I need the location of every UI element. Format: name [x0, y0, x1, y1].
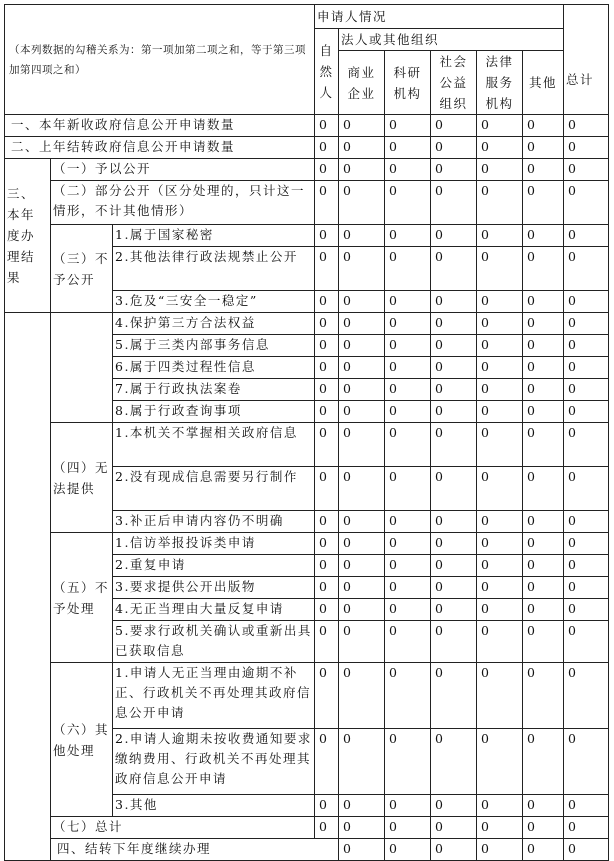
value-cell: 0 — [339, 467, 385, 511]
value-cell: 0 — [431, 291, 477, 313]
value-cell: 0 — [339, 379, 385, 401]
value-cell: 0 — [339, 663, 385, 729]
value-cell: 0 — [315, 423, 339, 467]
value-cell: 0 — [339, 729, 385, 795]
value-cell: 0 — [523, 423, 564, 467]
table-row — [5, 115, 609, 137]
value-cell: 0 — [477, 663, 523, 729]
value-cell: 0 — [523, 729, 564, 795]
value-cell: 0 — [477, 247, 523, 291]
value-cell: 0 — [564, 357, 609, 379]
item-label: 4.保护第三方合法权益 — [113, 313, 315, 335]
value-cell: 0 — [339, 247, 385, 291]
value-cell: 0 — [431, 357, 477, 379]
value-cell: 0 — [339, 181, 385, 225]
value-cell: 0 — [315, 291, 339, 313]
value-cell: 0 — [564, 423, 609, 467]
item-label: 1.本机关不掌握相关政府信息 — [113, 423, 315, 467]
value-cell: 0 — [315, 225, 339, 247]
group-three-blank — [51, 313, 113, 423]
item-label: 1.属于国家秘密 — [113, 225, 315, 247]
value-cell: 0 — [564, 467, 609, 511]
value-cell: 0 — [315, 663, 339, 729]
value-cell: 0 — [477, 313, 523, 335]
group-not-processed: （五）不予处理 — [51, 533, 113, 663]
value-cell: 0 — [339, 577, 385, 599]
table-row — [5, 181, 609, 225]
value-cell: 0 — [564, 225, 609, 247]
item-label: 3.其他 — [113, 795, 315, 817]
value-cell: 0 — [523, 335, 564, 357]
value-cell: 0 — [385, 511, 431, 533]
value-cell: 0 — [431, 137, 477, 159]
value-cell: 0 — [477, 621, 523, 663]
value-cell: 0 — [564, 115, 609, 137]
group-cannot-provide: （四）无法提供 — [51, 423, 113, 533]
value-cell: 0 — [523, 663, 564, 729]
value-cell: 0 — [564, 379, 609, 401]
value-cell: 0 — [431, 115, 477, 137]
value-cell: 0 — [431, 795, 477, 817]
value-cell: 0 — [315, 467, 339, 511]
value-cell: 0 — [477, 533, 523, 555]
value-cell: 0 — [477, 401, 523, 423]
value-cell: 0 — [564, 577, 609, 599]
table-row — [5, 159, 609, 181]
item-label: 6.属于四类过程性信息 — [113, 357, 315, 379]
value-cell: 0 — [339, 555, 385, 577]
value-cell: 0 — [477, 181, 523, 225]
value-cell: 0 — [477, 467, 523, 511]
value-cell: 0 — [339, 137, 385, 159]
value-cell: 0 — [315, 599, 339, 621]
value-cell: 0 — [564, 795, 609, 817]
value-cell: 0 — [523, 533, 564, 555]
value-cell: 0 — [523, 555, 564, 577]
item-label: 3.要求提供公开出版物 — [113, 577, 315, 599]
value-cell: 0 — [477, 555, 523, 577]
value-cell: 0 — [385, 663, 431, 729]
value-cell: 0 — [385, 137, 431, 159]
value-cell: 0 — [385, 181, 431, 225]
value-cell: 0 — [431, 247, 477, 291]
value-cell: 0 — [523, 247, 564, 291]
item-label: 5.要求行政机关确认或重新出具已获取信息 — [113, 621, 315, 663]
value-cell: 0 — [431, 467, 477, 511]
value-cell: 0 — [477, 357, 523, 379]
value-cell: 0 — [564, 137, 609, 159]
item-label: 1.申请人无正当理由逾期不补正、行政机关不再处理其政府信息公开申请 — [113, 663, 315, 729]
header-social-welfare: 社会公益组织 — [431, 51, 477, 115]
value-cell: 0 — [315, 555, 339, 577]
value-cell: 0 — [339, 335, 385, 357]
value-cell: 0 — [477, 839, 523, 861]
gov-info-disclosure-table — [4, 4, 609, 861]
group-disclosed: （一）予以公开 — [51, 159, 315, 181]
row-label-carry-forward: 四、结转下年度继续办理 — [51, 839, 339, 861]
value-cell: 0 — [385, 577, 431, 599]
value-cell: 0 — [431, 839, 477, 861]
value-cell: 0 — [385, 401, 431, 423]
value-cell: 0 — [431, 621, 477, 663]
value-cell: 0 — [523, 357, 564, 379]
value-cell: 0 — [385, 159, 431, 181]
value-cell: 0 — [564, 555, 609, 577]
value-cell: 0 — [523, 291, 564, 313]
value-cell: 0 — [523, 795, 564, 817]
header-natural-person: 自然人 — [315, 29, 339, 115]
group-not-disclosed: （三）不予公开 — [51, 225, 113, 313]
item-label: 3.补正后申请内容仍不明确 — [113, 511, 315, 533]
value-cell: 0 — [564, 511, 609, 533]
header-commercial: 商业企业 — [339, 51, 385, 115]
value-cell: 0 — [523, 599, 564, 621]
value-cell: 0 — [339, 357, 385, 379]
value-cell: 0 — [385, 313, 431, 335]
value-cell: 0 — [431, 599, 477, 621]
table-row — [5, 137, 609, 159]
value-cell: 0 — [339, 795, 385, 817]
value-cell: 0 — [523, 511, 564, 533]
value-cell: 0 — [564, 533, 609, 555]
value-cell: 0 — [315, 357, 339, 379]
value-cell: 0 — [339, 313, 385, 335]
value-cell: 0 — [523, 159, 564, 181]
value-cell: 0 — [315, 621, 339, 663]
value-cell: 0 — [564, 159, 609, 181]
value-cell: 0 — [477, 577, 523, 599]
value-cell: 0 — [564, 839, 609, 861]
value-cell: 0 — [564, 181, 609, 225]
table-row — [5, 423, 609, 467]
value-cell: 0 — [385, 225, 431, 247]
value-cell: 0 — [477, 159, 523, 181]
item-label: 2.申请人逾期未按收费通知要求缴纳费用、行政机关不再处理其政府信息公开申请 — [113, 729, 315, 795]
value-cell: 0 — [523, 839, 564, 861]
value-cell: 0 — [315, 817, 339, 839]
value-cell: 0 — [523, 621, 564, 663]
table-row — [5, 313, 609, 335]
value-cell: 0 — [315, 181, 339, 225]
value-cell: 0 — [564, 401, 609, 423]
value-cell: 0 — [477, 729, 523, 795]
value-cell: 0 — [431, 533, 477, 555]
value-cell: 0 — [431, 379, 477, 401]
value-cell: 0 — [564, 817, 609, 839]
value-cell: 0 — [385, 555, 431, 577]
value-cell: 0 — [431, 313, 477, 335]
value-cell: 0 — [315, 335, 339, 357]
value-cell: 0 — [385, 357, 431, 379]
value-cell: 0 — [385, 839, 431, 861]
value-cell: 0 — [564, 621, 609, 663]
value-cell: 0 — [564, 313, 609, 335]
value-cell: 0 — [385, 795, 431, 817]
value-cell: 0 — [523, 379, 564, 401]
value-cell: 0 — [523, 577, 564, 599]
value-cell: 0 — [315, 137, 339, 159]
item-label: 2.其他法律行政法规禁止公开 — [113, 247, 315, 291]
value-cell: 0 — [477, 511, 523, 533]
value-cell: 0 — [431, 159, 477, 181]
value-cell: 0 — [315, 577, 339, 599]
value-cell: 0 — [431, 401, 477, 423]
value-cell: 0 — [385, 729, 431, 795]
value-cell: 0 — [385, 533, 431, 555]
group-total: （七）总计 — [51, 817, 315, 839]
value-cell: 0 — [385, 379, 431, 401]
item-label: 2.重复申请 — [113, 555, 315, 577]
value-cell: 0 — [315, 115, 339, 137]
value-cell: 0 — [315, 247, 339, 291]
value-cell: 0 — [339, 839, 385, 861]
value-cell: 0 — [385, 291, 431, 313]
value-cell: 0 — [477, 137, 523, 159]
value-cell: 0 — [315, 159, 339, 181]
value-cell: 0 — [339, 511, 385, 533]
header-total: 总计 — [564, 5, 609, 115]
value-cell: 0 — [339, 291, 385, 313]
value-cell: 0 — [477, 115, 523, 137]
value-cell: 0 — [477, 817, 523, 839]
value-cell: 0 — [523, 401, 564, 423]
item-label: 7.属于行政执法案卷 — [113, 379, 315, 401]
value-cell: 0 — [431, 663, 477, 729]
value-cell: 0 — [339, 599, 385, 621]
value-cell: 0 — [339, 401, 385, 423]
value-cell: 0 — [385, 115, 431, 137]
group-partial: （二）部分公开（区分处理的，只计这一情形，不计其他情形） — [51, 181, 315, 225]
item-label: 4.无正当理由大量反复申请 — [113, 599, 315, 621]
table-row — [5, 533, 609, 555]
header-legal-service: 法律服务机构 — [477, 51, 523, 115]
value-cell: 0 — [339, 159, 385, 181]
value-cell: 0 — [385, 817, 431, 839]
value-cell: 0 — [385, 423, 431, 467]
value-cell: 0 — [477, 599, 523, 621]
value-cell: 0 — [339, 621, 385, 663]
value-cell: 0 — [339, 225, 385, 247]
value-cell: 0 — [339, 115, 385, 137]
value-cell: 0 — [385, 599, 431, 621]
value-cell: 0 — [477, 335, 523, 357]
value-cell: 0 — [477, 225, 523, 247]
table-row — [5, 817, 609, 839]
value-cell: 0 — [477, 795, 523, 817]
value-cell: 0 — [523, 137, 564, 159]
section-three-label: 三、本年度办理结果 — [5, 159, 51, 313]
group-other-handling: （六）其他处理 — [51, 663, 113, 817]
value-cell: 0 — [385, 335, 431, 357]
item-label: 2.没有现成信息需要另行制作 — [113, 467, 315, 511]
value-cell: 0 — [477, 291, 523, 313]
value-cell: 0 — [564, 663, 609, 729]
value-cell: 0 — [339, 817, 385, 839]
value-cell: 0 — [564, 335, 609, 357]
header-applicant: 申请人情况 — [315, 5, 564, 29]
value-cell: 0 — [315, 533, 339, 555]
value-cell: 0 — [431, 511, 477, 533]
value-cell: 0 — [315, 379, 339, 401]
value-cell: 0 — [431, 817, 477, 839]
value-cell: 0 — [315, 313, 339, 335]
item-label: 1.信访举报投诉类申请 — [113, 533, 315, 555]
value-cell: 0 — [385, 467, 431, 511]
value-cell: 0 — [564, 729, 609, 795]
value-cell: 0 — [431, 729, 477, 795]
value-cell: 0 — [385, 247, 431, 291]
value-cell: 0 — [523, 181, 564, 225]
value-cell: 0 — [315, 795, 339, 817]
row-label-carried-over: 二、上年结转政府信息公开申请数量 — [5, 137, 315, 159]
value-cell: 0 — [315, 401, 339, 423]
item-label: 8.属于行政查询事项 — [113, 401, 315, 423]
value-cell: 0 — [431, 555, 477, 577]
value-cell: 0 — [431, 225, 477, 247]
value-cell: 0 — [339, 423, 385, 467]
value-cell: 0 — [477, 423, 523, 467]
header-research: 科研机构 — [385, 51, 431, 115]
value-cell: 0 — [523, 313, 564, 335]
value-cell: 0 — [523, 467, 564, 511]
table-body — [5, 5, 609, 861]
value-cell: 0 — [315, 729, 339, 795]
item-label: 5.属于三类内部事务信息 — [113, 335, 315, 357]
value-cell: 0 — [385, 621, 431, 663]
value-cell: 0 — [477, 379, 523, 401]
section-three-blank — [5, 313, 51, 861]
value-cell: 0 — [564, 291, 609, 313]
value-cell: 0 — [564, 599, 609, 621]
value-cell: 0 — [523, 115, 564, 137]
value-cell: 0 — [431, 577, 477, 599]
table-row — [5, 225, 609, 247]
value-cell: 0 — [315, 511, 339, 533]
header-other: 其他 — [523, 51, 564, 115]
table-row — [5, 839, 609, 861]
item-label: 3.危及“三安全一稳定” — [113, 291, 315, 313]
value-cell: 0 — [564, 247, 609, 291]
table-row — [5, 663, 609, 729]
value-cell: 0 — [523, 817, 564, 839]
table-note: （本列数据的勾稽关系为：第一项加第二项之和，等于第三项加第四项之和） — [5, 5, 315, 115]
value-cell: 0 — [523, 225, 564, 247]
value-cell: 0 — [431, 423, 477, 467]
value-cell: 0 — [431, 181, 477, 225]
row-label-new-requests: 一、本年新收政府信息公开申请数量 — [5, 115, 315, 137]
value-cell: 0 — [431, 335, 477, 357]
value-cell: 0 — [339, 533, 385, 555]
header-legal-org: 法人或其他组织 — [339, 29, 564, 51]
